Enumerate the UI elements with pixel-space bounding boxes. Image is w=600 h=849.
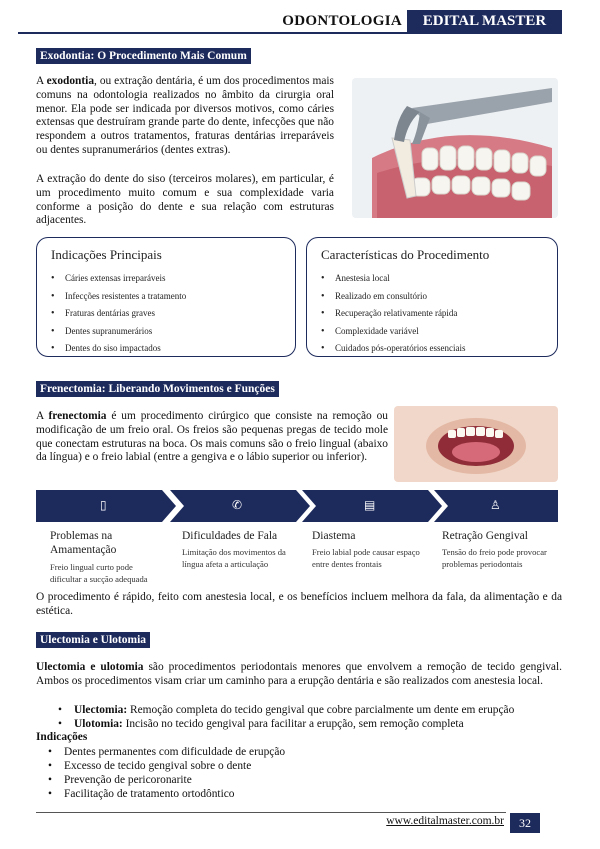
list-item: • Dentes permanentes com dificuldade de erupção xyxy=(48,745,285,759)
step-desc-2: Limitação dos movimentos da língua afeta a articulação xyxy=(182,547,286,569)
step-chevron-4 xyxy=(434,490,558,522)
section-title-exodontia: Exodontia: O Procedimento Mais Comum xyxy=(36,48,251,64)
term-ulectomia-ulotomia: Ulectomia e ulotomia xyxy=(36,661,144,673)
list-item: • Excesso de tecido gengival sobre o dente xyxy=(48,759,285,773)
exodontia-paragraph-1: A exodontia, ou extração dentária, é um dos procedimentos mais comuns na odontologia realizados no âmbito da cirurgia oral menor. Ela pode ser indicada por diversos motivos, como cáries extensas que destruíram grande parte do dente, infecções que não respondem a outros tratamentos, fraturas dentárias irreparáveis ou dentes supranumerários (dentes extras). xyxy=(36,75,334,156)
indications-list xyxy=(51,270,186,358)
list-item: • Ulectomia: Remoção completa do tecido gengival que cobre parcialmente um dente em erupção xyxy=(58,703,514,717)
ulectomia-paragraph: Ulectomia e ulotomia são procedimentos periodontais menores que envolvem a remoção de tecido gengival. Ambos os procedimentos visam criar um caminho para a erupção dentária e são realizados com anestesia local. xyxy=(36,661,562,687)
header-subject: ODONTOLOGIA xyxy=(282,13,402,29)
bottle-icon: ▯ xyxy=(100,498,107,512)
list-item: • Realizado em consultório xyxy=(321,288,465,306)
page-number: 32 xyxy=(510,813,540,833)
section-title-frenectomia: Frenectomia: Liberando Movimentos e Funções xyxy=(36,381,279,397)
list-item: • Complexidade variável xyxy=(321,323,465,341)
frenectomia-paragraph: A frenectomia é um procedimento cirúrgico que consiste na remoção ou modificação de um freio oral. Os freios são pequenas pregas de tecido mole que conectam estruturas na boca. Os mais comuns são o freio lingual (abaixo da língua) e o freio labial (entre a gengiva e o lábio superior ou inferior). xyxy=(36,410,388,464)
header-rule xyxy=(18,32,562,34)
list-item: • Prevenção de pericoronarite xyxy=(48,773,285,787)
step-chevron-3 xyxy=(302,490,442,522)
list-item: • Cuidados pós-operatórios essenciais xyxy=(321,340,465,358)
list-item: • Dentes supranumerários xyxy=(51,323,186,341)
indications-card-title: Indicações Principais xyxy=(51,247,162,262)
step-desc-4: Tensão do freio pode provocar problemas periodontais xyxy=(442,547,547,569)
header-brand: EDITAL MASTER xyxy=(407,10,562,32)
ulectomia-indications-list xyxy=(48,745,285,801)
indications-card xyxy=(36,237,296,357)
term-exodontia: exodontia xyxy=(46,75,95,87)
child-mouth-image xyxy=(394,406,558,482)
tooth-extraction-image xyxy=(352,78,558,218)
indications-label: Indicações xyxy=(36,731,88,743)
step-chevron-1 xyxy=(36,490,176,522)
list-item: • Cáries extensas irreparáveis xyxy=(51,270,186,288)
definitions-list xyxy=(58,703,514,731)
list-item: • Anestesia local xyxy=(321,270,465,288)
list-item: • Facilitação de tratamento ortodôntico xyxy=(48,787,285,801)
term-frenectomia: frenectomia xyxy=(48,410,107,422)
step-title-1: Problemas na Amamentação xyxy=(50,530,117,556)
frenectomia-closing: O procedimento é rápido, feito com anestesia local, e os benefícios incluem melhora da fala, da alimentação e da estética. xyxy=(36,591,562,617)
list-item: • Recuperação relativamente rápida xyxy=(321,305,465,323)
footer-rule xyxy=(36,812,506,813)
step-desc-3: Freio labial pode causar espaço entre dentes frontais xyxy=(312,547,420,569)
footer-url[interactable]: www.editalmaster.com.br xyxy=(386,815,504,827)
step-title-4: Retração Gengival xyxy=(442,530,528,542)
step-title-2: Dificuldades de Fala xyxy=(182,530,278,542)
step-chevron-2 xyxy=(170,490,310,522)
tooth-icon: ♙ xyxy=(490,498,501,512)
speech-icon: ✆ xyxy=(232,498,243,512)
characteristics-card-title: Características do Procedimento xyxy=(321,247,490,262)
list-item: • Infecções resistentes a tratamento xyxy=(51,288,186,306)
list-item: • Fraturas dentárias graves xyxy=(51,305,186,323)
characteristics-list xyxy=(321,270,465,358)
list-item: • Dentes do siso impactados xyxy=(51,340,186,358)
step-desc-1: Freio lingual curto pode dificultar a sucção adequada xyxy=(50,562,148,584)
page-header xyxy=(18,10,562,32)
characteristics-card xyxy=(306,237,558,357)
exodontia-paragraph-2: A extração do dente do siso (terceiros molares), em particular, é um procedimento muito comum e sua complexidade varia conforme a posição do dente e sua relação com estruturas adjacentes. xyxy=(36,173,334,227)
step-title-3: Diastema xyxy=(312,530,356,542)
section-title-ulectomia: Ulectomia e Ulotomia xyxy=(36,632,150,648)
list-item: • Ulotomia: Incisão no tecido gengival para facilitar a erupção, sem remoção completa xyxy=(58,717,514,731)
teeth-gap-icon: ▤ xyxy=(364,498,376,512)
